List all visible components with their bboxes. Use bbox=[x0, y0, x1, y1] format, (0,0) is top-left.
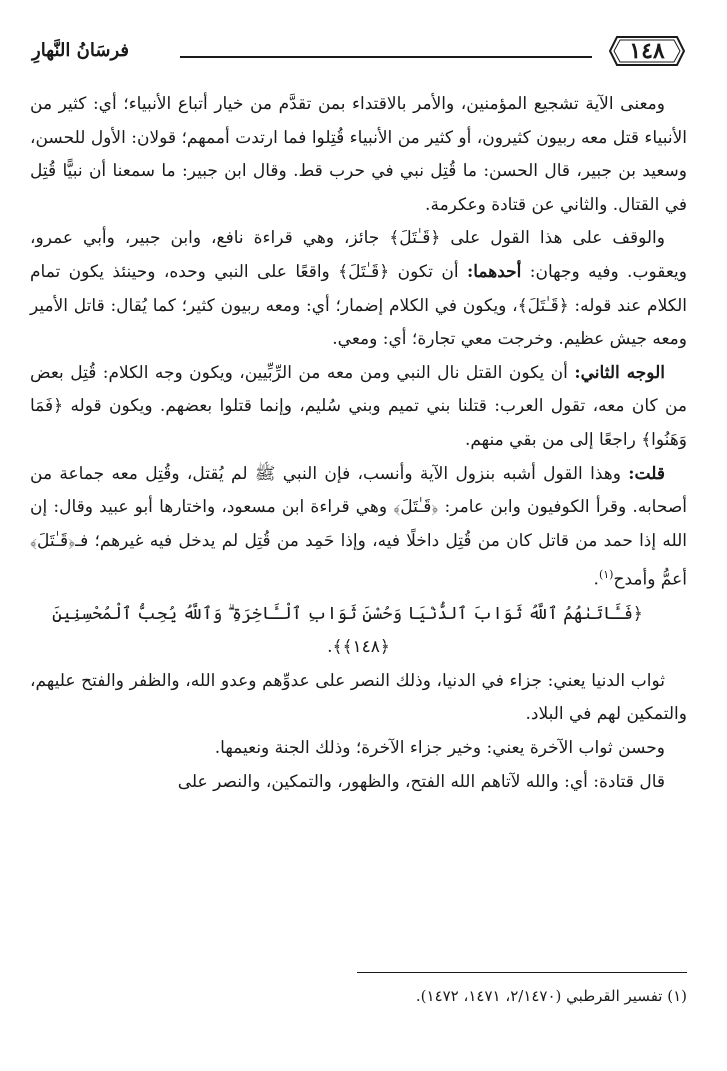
paragraph-4-rest: وهذا القول أشبه بنزول الآية وأنسب، فإن النبي ﷺ لم يُقتل، وقُتِل معه جماعة من أصحابه. وقرأ الكوفيون وابن عامر: ﴿قَـٰتَلَ﴾ وهي قراءة ابن مسعود، واختارها أبو عبيد وقال: إن الله إذا حمد من قاتل كان من قُتِل داخلًا فيه، وإذا حَمِد من قُتِل لم يدخل فيه غيرهم؛ فـ﴿قَـٰتَلَ﴾ أعمُّ وأمدح bbox=[30, 463, 687, 590]
paragraph-5: ثواب الدنيا يعني: جزاء في الدنيا، وذلك النصر على عدوِّهم وعدو الله، والظفر والفتح عليهم، والتمكين لهم في البلاد. bbox=[30, 670, 687, 725]
footnote: (١) تفسير القرطبي (٢/١٤٧٠، ١٤٧١، ١٤٧٢). bbox=[415, 987, 687, 1005]
paragraph-3 bbox=[30, 357, 687, 458]
paragraph-3-bold: الوجه الثاني: bbox=[574, 362, 665, 383]
book-title: فرسَانُ النَّهارِ bbox=[32, 40, 129, 61]
header-rule bbox=[180, 56, 592, 58]
footnote-rule bbox=[357, 972, 687, 973]
paragraph-2-rest: أن تكون ﴿قَـٰتَلَ﴾ واقعًا على النبي وحده، وحينئذ يكون تمام الكلام عند قوله: ﴿قَـٰتَلَ﴾، ويكون في الكلام إضمار؛ أي: ومعه ربيون كثير؛ كما يُقال: قاتل الأمير ومعه جيش عظيم. وخرجت معي تجارة؛ أي: ومعي. bbox=[30, 261, 687, 350]
page-number: ١٤٨ bbox=[629, 38, 665, 64]
main-text bbox=[30, 88, 687, 799]
page-number-frame bbox=[607, 34, 687, 68]
paragraph-7: قال قتادة: أي: والله لآتاهم الله الفتح، والظهور، والتمكين، والنصر على bbox=[177, 771, 665, 792]
paragraph-4 bbox=[30, 458, 687, 598]
paragraph-3-rest: أن يكون القتل نال النبي ومن معه من الرِّبِّيين، ويكون وجه الكلام: قُتِل بعض من كان معه، تقول العرب: قتلنا بني تميم وبني سُليم، وإنما قتلوا بعضهم. ويكون قوله ﴿فَمَا وَهَنُوا﴾ راجعًا إلى من بقي منهم. bbox=[30, 362, 687, 450]
paragraph-4-end: . bbox=[593, 569, 599, 590]
paragraph-4-bold: قلت: bbox=[628, 463, 665, 484]
paragraph-2-lead: والوقف على هذا القول على ﴿قَـٰتَلَ﴾ جائز، وهي قراءة نافع، وابن جبير، وأبي عمرو، ويعقوب. وفيه وجهان: bbox=[30, 228, 687, 282]
page-header bbox=[30, 30, 687, 74]
paragraph-6: وحسن ثواب الآخرة يعني: وخير جزاء الآخرة؛ وذلك الجنة ونعيمها. bbox=[214, 737, 665, 758]
paragraph-2 bbox=[30, 222, 687, 356]
paragraph-1: ومعنى الآية تشجيع المؤمنين، والأمر بالاقتداء بمن تقدَّم من خيار أتباع الأنبياء؛ أي: كثير من الأنبياء قتل معه ربيون كثيرون، أو كثير من الأنبياء قُتِلوا فما ارتدت أممهم؛ قولان: الأول للحسن، وسعيد بن جبير، قال الحسن: ما قُتِل نبي في حرب قط. وقال ابن جبير: ما سمعنا أن نبيًّا قُتِل في القتال. والثاني عن قتادة وعكرمة. bbox=[30, 94, 687, 215]
paragraph-2-bold: أحدهما: bbox=[466, 261, 522, 282]
footnote-marker: (١) bbox=[598, 568, 614, 582]
quran-verse: ﴿فَـَٔاتَىٰهُمُ ٱللَّهُ ثَوَابَ ٱلدُّنْيَا وَحُسْنَ ثَوَابِ ٱلْـَٔاخِرَةِ ۗ وَٱللَّهُ يُحِبُّ ٱلْمُحْسِنِينَ ﴿١٤٨﴾﴾. bbox=[52, 603, 643, 658]
